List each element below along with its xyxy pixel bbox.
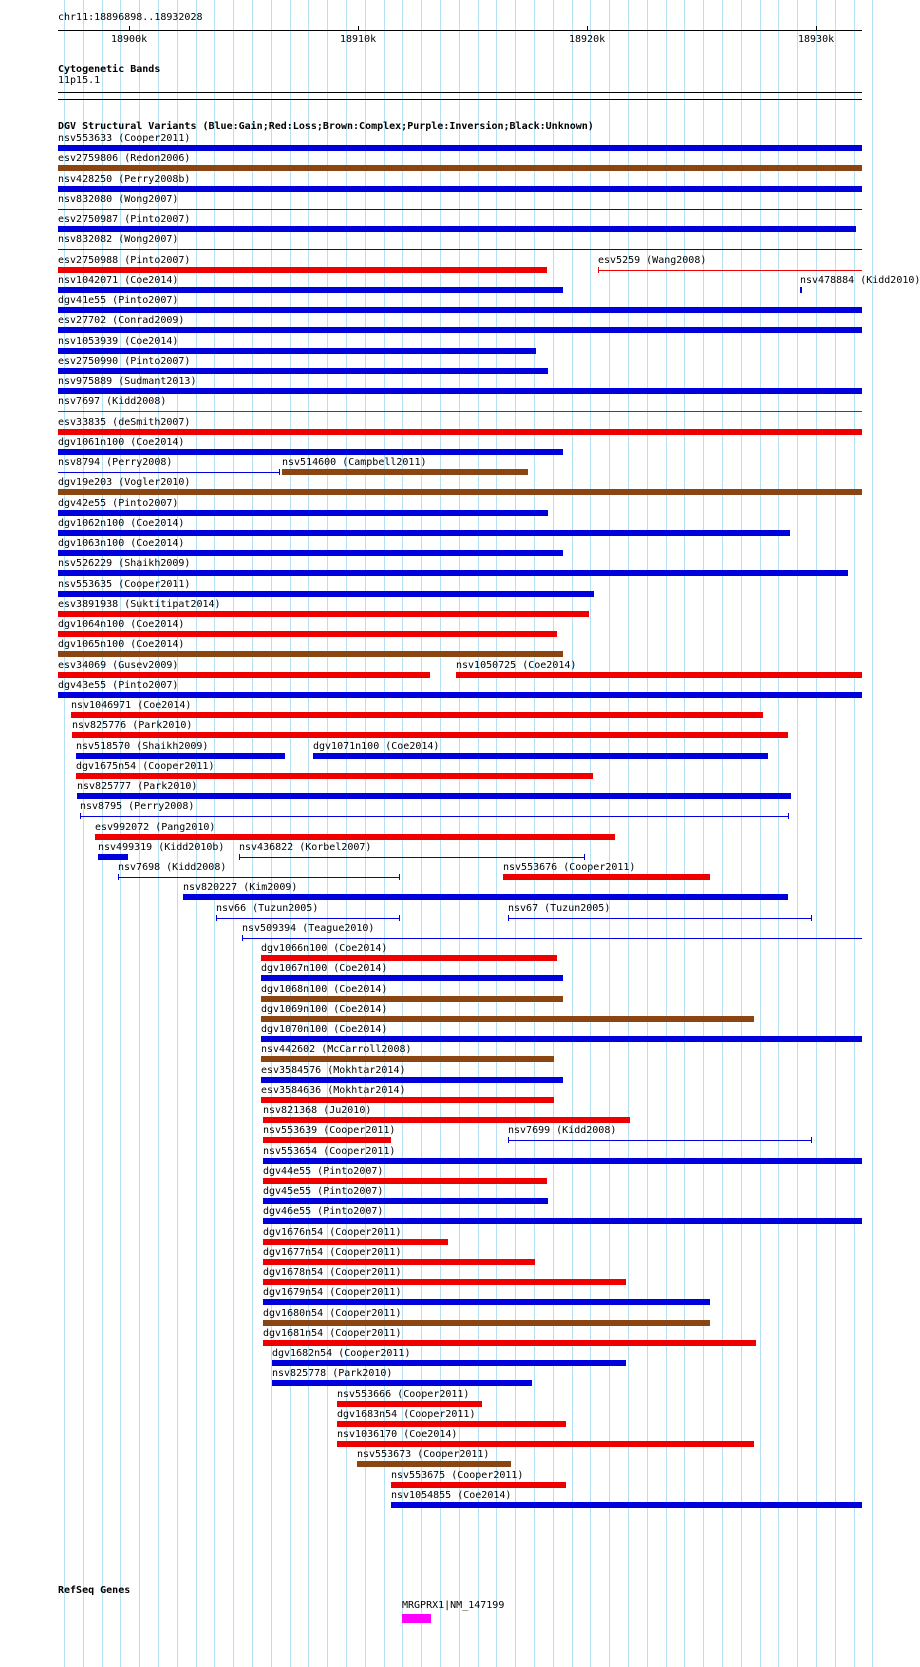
variant-line[interactable] — [508, 918, 811, 919]
variant-bar[interactable] — [58, 570, 848, 576]
variant-bar[interactable] — [58, 145, 862, 151]
variant-label[interactable]: nsv8794 (Perry2008) — [58, 457, 173, 468]
variant-label[interactable]: dgv1683n54 (Cooper2011) — [337, 1409, 476, 1420]
variant-bar[interactable] — [261, 1077, 563, 1083]
variant-bar[interactable] — [58, 651, 563, 657]
track-divider — [58, 92, 862, 93]
variant-end-tick — [118, 874, 119, 880]
variant-label[interactable]: nsv7698 (Kidd2008) — [118, 862, 227, 873]
variant-bar[interactable] — [58, 307, 862, 313]
variant-bar[interactable] — [72, 732, 788, 738]
variant-label[interactable]: nsv832082 (Wong2007) — [58, 234, 179, 245]
variant-label[interactable]: nsv67 (Tuzun2005) — [508, 903, 611, 914]
gridline — [647, 0, 648, 1667]
gridline — [854, 0, 855, 1667]
variant-end-tick — [811, 915, 812, 921]
variant-bar[interactable] — [263, 1178, 547, 1184]
variant-label[interactable]: nsv7699 (Kidd2008) — [508, 1125, 617, 1136]
variant-bar[interactable] — [58, 672, 430, 678]
axis-tick — [129, 26, 130, 31]
variant-bar[interactable] — [263, 1137, 391, 1143]
region-label: chr11:18896898..18932028 — [58, 12, 203, 23]
variant-bar[interactable] — [391, 1502, 862, 1508]
variant-bar[interactable] — [58, 591, 594, 597]
gridline — [816, 0, 817, 1667]
variant-label[interactable]: dgv1677n54 (Cooper2011) — [263, 1247, 402, 1258]
variant-label[interactable]: esv2759806 (Redon2006) — [58, 153, 191, 164]
variant-bar[interactable] — [261, 1016, 754, 1022]
variant-bar[interactable] — [58, 429, 862, 435]
cytoband-label: 11p15.1 — [58, 75, 101, 86]
track-divider — [58, 99, 862, 100]
gridline — [684, 0, 685, 1667]
gridline — [64, 0, 65, 1667]
variant-label[interactable]: nsv526229 (Shaikh2009) — [58, 558, 191, 569]
axis-tick-label: 18900k — [111, 34, 148, 45]
variant-label[interactable]: nsv553676 (Cooper2011) — [503, 862, 636, 873]
variant-label[interactable]: esv3584576 (Mokhtar2014) — [261, 1065, 406, 1076]
cytoband-track-title: Cytogenetic Bands — [58, 64, 161, 75]
variant-label[interactable]: dgv1682n54 (Cooper2011) — [272, 1348, 411, 1359]
variant-label[interactable]: nsv820227 (Kim2009) — [183, 882, 298, 893]
variant-label[interactable]: nsv553666 (Cooper2011) — [337, 1389, 470, 1400]
variant-bar[interactable] — [503, 874, 710, 880]
variant-label[interactable]: nsv1053939 (Coe2014) — [58, 336, 179, 347]
variant-label[interactable]: nsv825776 (Park2010) — [72, 720, 193, 731]
axis-baseline — [58, 30, 862, 31]
variant-label[interactable]: nsv428250 (Perry2008b) — [58, 174, 191, 185]
variant-bar[interactable] — [58, 267, 547, 273]
variant-bar[interactable] — [58, 449, 563, 455]
variant-label[interactable]: nsv7697 (Kidd2008) — [58, 396, 167, 407]
variant-label[interactable]: nsv1054855 (Coe2014) — [391, 1490, 512, 1501]
variant-bar[interactable] — [337, 1441, 754, 1447]
variant-bar[interactable] — [263, 1239, 448, 1245]
dgv-track-title: DGV Structural Variants (Blue:Gain;Red:Loss;Brown:Complex;Purple:Inversion;Black:Unknown) — [58, 121, 594, 132]
variant-bar[interactable] — [263, 1117, 630, 1123]
gridline — [722, 0, 723, 1667]
variant-label[interactable]: dgv1062n100 (Coe2014) — [58, 518, 185, 529]
variant-label[interactable]: dgv1068n100 (Coe2014) — [261, 984, 388, 995]
variant-bar[interactable] — [261, 996, 563, 1002]
variant-bar[interactable] — [76, 773, 593, 779]
refseq-track-title: RefSeq Genes — [58, 1585, 131, 1596]
variant-label[interactable]: dgv44e55 (Pinto2007) — [263, 1166, 384, 1177]
variant-end-tick — [239, 854, 240, 860]
variant-label[interactable]: dgv42e55 (Pinto2007) — [58, 498, 179, 509]
variant-line[interactable] — [80, 816, 788, 817]
variant-bar[interactable] — [261, 955, 557, 961]
variant-label[interactable]: nsv436822 (Korbel2007) — [239, 842, 372, 853]
axis-tick — [587, 26, 588, 31]
variant-bar[interactable] — [58, 226, 856, 232]
variant-label[interactable]: nsv1036170 (Coe2014) — [337, 1429, 458, 1440]
variant-bar[interactable] — [58, 550, 563, 556]
variant-label[interactable]: dgv46e55 (Pinto2007) — [263, 1206, 384, 1217]
variant-label[interactable]: esv2750987 (Pinto2007) — [58, 214, 191, 225]
variant-label[interactable]: dgv1067n100 (Coe2014) — [261, 963, 388, 974]
gridline — [628, 0, 629, 1667]
variant-line[interactable] — [58, 472, 279, 473]
variant-label[interactable]: dgv1064n100 (Coe2014) — [58, 619, 185, 630]
variant-label[interactable]: nsv66 (Tuzun2005) — [216, 903, 319, 914]
variant-label[interactable]: nsv518570 (Shaikh2009) — [76, 741, 209, 752]
variant-bar[interactable] — [58, 165, 862, 171]
gridline — [83, 0, 84, 1667]
variant-label[interactable]: esv3584636 (Mokhtar2014) — [261, 1085, 406, 1096]
variant-bar[interactable] — [272, 1360, 626, 1366]
variant-label[interactable]: nsv553635 (Cooper2011) — [58, 579, 191, 590]
variant-label[interactable]: dgv1071n100 (Coe2014) — [313, 741, 440, 752]
variant-label[interactable]: dgv1070n100 (Coe2014) — [261, 1024, 388, 1035]
gridline — [741, 0, 742, 1667]
variant-label[interactable]: nsv509394 (Teague2010) — [242, 923, 375, 934]
variant-label[interactable]: dgv1679n54 (Cooper2011) — [263, 1287, 402, 1298]
variant-label[interactable]: nsv553633 (Cooper2011) — [58, 133, 191, 144]
variant-label[interactable]: nsv8795 (Perry2008) — [80, 801, 195, 812]
variant-bar[interactable] — [58, 631, 557, 637]
variant-bar[interactable] — [261, 975, 563, 981]
variant-label[interactable]: dgv1681n54 (Cooper2011) — [263, 1328, 402, 1339]
variant-bar[interactable] — [263, 1299, 710, 1305]
variant-bar[interactable] — [263, 1158, 862, 1164]
variant-bar[interactable] — [261, 1036, 862, 1042]
variant-label[interactable]: dgv1065n100 (Coe2014) — [58, 639, 185, 650]
variant-bar[interactable] — [282, 469, 528, 475]
variant-label[interactable]: dgv41e55 (Pinto2007) — [58, 295, 179, 306]
variant-bar[interactable] — [313, 753, 768, 759]
variant-label[interactable]: dgv1678n54 (Cooper2011) — [263, 1267, 402, 1278]
variant-bar[interactable] — [263, 1340, 756, 1346]
variant-bar[interactable] — [58, 692, 862, 698]
variant-label[interactable]: nsv553675 (Cooper2011) — [391, 1470, 524, 1481]
variant-bar[interactable] — [58, 186, 862, 192]
variant-label[interactable]: nsv478884 (Kidd2010) — [800, 275, 920, 286]
variant-end-tick — [598, 267, 599, 273]
variant-end-tick — [80, 813, 81, 819]
variant-line[interactable] — [58, 209, 862, 210]
variant-label[interactable]: nsv553639 (Cooper2011) — [263, 1125, 396, 1136]
variant-line[interactable] — [508, 1140, 811, 1141]
variant-bar[interactable] — [357, 1461, 511, 1467]
variant-end-tick — [279, 469, 280, 475]
variant-label[interactable]: nsv1046971 (Coe2014) — [71, 700, 192, 711]
variant-bar[interactable] — [95, 834, 615, 840]
variant-end-tick — [399, 915, 400, 921]
variant-bar[interactable] — [263, 1259, 535, 1265]
variant-bar[interactable] — [58, 489, 862, 495]
variant-label[interactable]: nsv553654 (Cooper2011) — [263, 1146, 396, 1157]
variant-label[interactable]: nsv514600 (Campbell2011) — [282, 457, 427, 468]
variant-label[interactable]: dgv1066n100 (Coe2014) — [261, 943, 388, 954]
variant-bar[interactable] — [263, 1198, 548, 1204]
variant-end-tick — [508, 915, 509, 921]
variant-bar[interactable] — [391, 1482, 566, 1488]
variant-label[interactable]: nsv442602 (McCarroll2008) — [261, 1044, 412, 1055]
variant-bar[interactable] — [261, 1056, 554, 1062]
variant-bar[interactable] — [58, 368, 548, 374]
variant-label[interactable]: nsv975889 (Sudmant2013) — [58, 376, 197, 387]
variant-label[interactable]: dgv1069n100 (Coe2014) — [261, 1004, 388, 1015]
variant-label[interactable]: esv3891938 (Suktitipat2014) — [58, 599, 221, 610]
variant-bar[interactable] — [337, 1401, 482, 1407]
variant-line[interactable] — [118, 877, 400, 878]
gridline — [835, 0, 836, 1667]
variant-bar[interactable] — [261, 1097, 554, 1103]
variant-bar[interactable] — [183, 894, 788, 900]
variant-label[interactable]: esv5259 (Wang2008) — [598, 255, 707, 266]
variant-label[interactable]: nsv832080 (Wong2007) — [58, 194, 179, 205]
variant-bar[interactable] — [800, 287, 802, 293]
variant-bar[interactable] — [98, 854, 128, 860]
gridline — [703, 0, 704, 1667]
variant-label[interactable]: dgv1676n54 (Cooper2011) — [263, 1227, 402, 1238]
variant-line[interactable] — [58, 411, 862, 412]
variant-bar[interactable] — [58, 287, 563, 293]
gene-label[interactable]: MRGPRX1|NM_147199 — [402, 1600, 505, 1611]
variant-label[interactable]: esv34069 (Gusev2009) — [58, 660, 179, 671]
variant-bar[interactable] — [456, 672, 862, 678]
variant-bar[interactable] — [263, 1218, 862, 1224]
variant-label[interactable]: nsv825777 (Park2010) — [77, 781, 198, 792]
variant-label[interactable]: nsv499319 (Kidd2010b) — [98, 842, 225, 853]
variant-line[interactable] — [242, 938, 862, 939]
gridline — [778, 0, 779, 1667]
variant-label[interactable]: nsv825778 (Park2010) — [272, 1368, 393, 1379]
gridline — [872, 0, 873, 1667]
variant-end-tick — [216, 915, 217, 921]
variant-line[interactable] — [239, 857, 585, 858]
variant-line[interactable] — [598, 270, 862, 271]
gridline — [760, 0, 761, 1667]
variant-label[interactable]: esv33835 (deSmith2007) — [58, 417, 191, 428]
axis-tick-label: 18920k — [569, 34, 606, 45]
variant-label[interactable]: dgv1061n100 (Coe2014) — [58, 437, 185, 448]
variant-end-tick — [399, 874, 400, 880]
variant-bar[interactable] — [337, 1421, 566, 1427]
variant-label[interactable]: esv2750990 (Pinto2007) — [58, 356, 191, 367]
variant-label[interactable]: nsv1042071 (Coe2014) — [58, 275, 179, 286]
variant-end-tick — [788, 813, 789, 819]
variant-end-tick — [584, 854, 585, 860]
variant-line[interactable] — [58, 249, 862, 250]
variant-bar[interactable] — [76, 753, 285, 759]
variant-bar[interactable] — [263, 1320, 710, 1326]
variant-bar[interactable] — [58, 388, 862, 394]
variant-label[interactable]: nsv821368 (Ju2010) — [263, 1105, 372, 1116]
variant-label[interactable]: esv2750988 (Pinto2007) — [58, 255, 191, 266]
variant-end-tick — [811, 1137, 812, 1143]
variant-bar[interactable] — [263, 1279, 626, 1285]
variant-label[interactable]: nsv1050725 (Coe2014) — [456, 660, 577, 671]
variant-end-tick — [242, 935, 243, 941]
axis-tick — [816, 26, 817, 31]
variant-label[interactable]: esv992072 (Pang2010) — [95, 822, 216, 833]
variant-bar[interactable] — [58, 348, 536, 354]
variant-bar[interactable] — [58, 611, 589, 617]
variant-label[interactable]: dgv1680n54 (Cooper2011) — [263, 1308, 402, 1319]
gridline — [666, 0, 667, 1667]
variant-bar[interactable] — [58, 510, 548, 516]
variant-label[interactable]: dgv1063n100 (Coe2014) — [58, 538, 185, 549]
variant-bar[interactable] — [71, 712, 763, 718]
axis-tick-label: 18910k — [340, 34, 377, 45]
variant-end-tick — [508, 1137, 509, 1143]
variant-line[interactable] — [216, 918, 399, 919]
axis-tick-label: 18930k — [798, 34, 835, 45]
variant-label[interactable]: dgv19e203 (Vogler2010) — [58, 477, 191, 488]
gridline — [797, 0, 798, 1667]
variant-bar[interactable] — [272, 1380, 532, 1386]
gene-feature[interactable] — [402, 1614, 431, 1623]
variant-label[interactable]: dgv43e55 (Pinto2007) — [58, 680, 179, 691]
variant-label[interactable]: nsv553673 (Cooper2011) — [357, 1449, 490, 1460]
axis-tick — [358, 26, 359, 31]
variant-label[interactable]: dgv1675n54 (Cooper2011) — [76, 761, 215, 772]
variant-label[interactable]: esv27702 (Conrad2009) — [58, 315, 185, 326]
variant-bar[interactable] — [77, 793, 791, 799]
variant-bar[interactable] — [58, 327, 862, 333]
variant-label[interactable]: dgv45e55 (Pinto2007) — [263, 1186, 384, 1197]
variant-bar[interactable] — [58, 530, 790, 536]
